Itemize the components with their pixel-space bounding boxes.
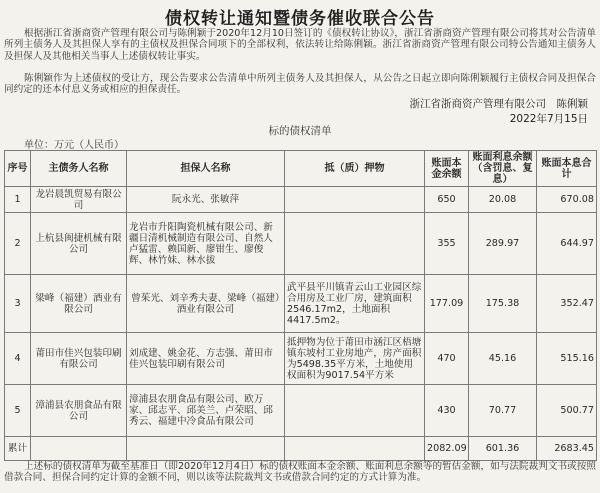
- row-interest: 175.38: [469, 275, 537, 333]
- total-interest: 601.36: [469, 437, 537, 461]
- table-header-row: [5, 151, 597, 187]
- row-no: 1: [5, 187, 31, 213]
- total-total: 2683.45: [537, 437, 597, 461]
- row-interest: 289.97: [469, 213, 537, 275]
- total-empty-collateral: [285, 437, 425, 461]
- row-principal: 430: [425, 385, 469, 437]
- row-collateral: 武平县平川镇青云山工业园区综合用房及工业厂房，建筑面积2546.17m2，土地面积4417.5m2。: [285, 275, 425, 333]
- total-principal: 2082.09: [425, 437, 469, 461]
- row-principal: 177.09: [425, 275, 469, 333]
- row-guarantor: 阮永光、张敏萍: [127, 187, 285, 213]
- row-principal: 470: [425, 333, 469, 385]
- total-empty-guarantor: [127, 437, 285, 461]
- header-collateral: 抵（质）押物: [285, 151, 425, 187]
- unit-label: 单位：万元（人民币）: [24, 140, 124, 151]
- table-row: [5, 385, 597, 437]
- row-collateral: [285, 385, 425, 437]
- row-collateral: 抵押物为位于莆田市涵江区梧塘镇东坡村工业房地产，房产面积为5498.35平方米，土地使用权面积为9017.54平方米: [285, 333, 425, 385]
- row-principal: 650: [425, 187, 469, 213]
- row-total: 670.08: [537, 187, 597, 213]
- row-guarantor: 曾茱光、刘辛秀夫妻、梁峰（福建）酒业有限公司: [127, 275, 285, 333]
- row-no: 2: [5, 213, 31, 275]
- table-row: [5, 187, 597, 213]
- header-interest: 账面利息余额（含罚息、复息）: [469, 151, 537, 187]
- row-collateral: [285, 187, 425, 213]
- header-guarantor: 担保人名称: [127, 151, 285, 187]
- header-debtor: 主债务人名称: [31, 151, 127, 187]
- total-empty-debtor: [31, 437, 127, 461]
- table-row: [5, 213, 597, 275]
- header-principal: 账面本金余额: [425, 151, 469, 187]
- row-no: 5: [5, 385, 31, 437]
- header-no: 序号: [5, 151, 31, 187]
- row-interest: 70.77: [469, 385, 537, 437]
- table-row: [5, 333, 597, 385]
- table-total-row: [5, 437, 597, 461]
- row-debtor: 莆田市佳兴包装印刷有限公司: [31, 333, 127, 385]
- row-debtor: 梁峰（福建）酒业有限公司: [31, 275, 127, 333]
- debt-table: [4, 150, 597, 461]
- row-principal: 355: [425, 213, 469, 275]
- row-no: 3: [5, 275, 31, 333]
- notice-date: 2022年7月15日: [509, 113, 588, 125]
- notice-signer: 浙江省浙商资产管理有限公司 陈俐颖: [409, 98, 588, 110]
- row-interest: 45.16: [469, 333, 537, 385]
- row-guarantor: 龙岩市升阳陶瓷机械有限公司、新疆日清机械制造有限公司、自然人卢猛雷、赖国新、廖钳生、廖俊辉、林竹妹、林水拔: [127, 213, 285, 275]
- list-title: 标的债权清单: [268, 125, 332, 137]
- total-label: 累计: [5, 437, 31, 461]
- row-total: 500.77: [537, 385, 597, 437]
- row-collateral: [285, 213, 425, 275]
- row-debtor: 漳浦县农朋食品有限公司: [31, 385, 127, 437]
- row-total: 352.47: [537, 275, 597, 333]
- row-debtor: 上杭县闽捷机械有限公司: [31, 213, 127, 275]
- row-total: 515.16: [537, 333, 597, 385]
- notice-footnote: 上述标的债权清单为截至基准日（即2020年12月4日）标的债权账面本金余额、账面利息余额等的暂估金额，如与法院裁判文书或按照借款合同、担保合同约定计算的金额不同，则以该等法院裁判文书或借款合同约定的方式计算为准。: [4, 461, 596, 484]
- row-no: 4: [5, 333, 31, 385]
- row-debtor: 龙岩晨凯贸易有限公司: [31, 187, 127, 213]
- notice-title: 债权转让通知暨债务催收联合公告: [165, 9, 435, 29]
- notice-paragraph-1: 根据浙江省浙商资产管理有限公司与陈俐颖于2020年12月10日签订的《债权转让协议》，浙江省浙商资产管理有限公司将其对公告清单所列主债务人及其担保人享有的主债权及担保合同项下的全部权利，依法转让给陈俐颖。浙江省浙商资产管理有限公司特公告通知主债务人及担保人及其他相关当事人上述债权转让事实。: [4, 28, 596, 62]
- notice-paragraph-2: 陈俐颖作为上述债权的受让方，现公告要求公告清单中所列主债务人及其担保人，从公告之日起立即向陈俐颖履行主债权合同及担保合同约定的还本付息义务或相应的担保责任。: [4, 73, 596, 96]
- row-guarantor: 刘成建、姚金花、方志强、莆田市佳兴包装印刷有限公司: [127, 333, 285, 385]
- table-row: [5, 275, 597, 333]
- row-interest: 20.08: [469, 187, 537, 213]
- row-guarantor: 漳浦县农朋食品有限公司、欧万家、邱志平、邱美兰、卢荣昭、邱秀云、福建中冷食品有限公司: [127, 385, 285, 437]
- row-total: 644.97: [537, 213, 597, 275]
- header-total: 账面本息合计: [537, 151, 597, 187]
